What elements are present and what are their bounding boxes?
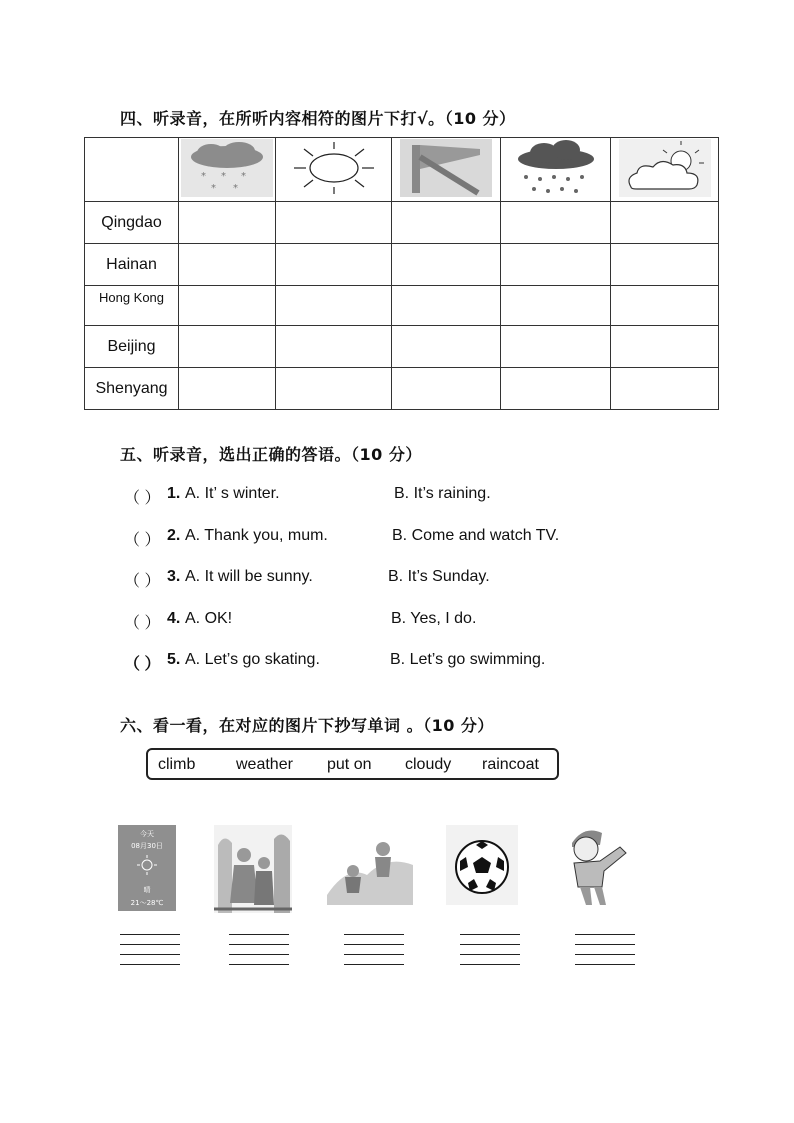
option-a: A. OK! xyxy=(185,610,233,627)
answer-cell[interactable] xyxy=(611,244,719,286)
calendar-condition: 晴 xyxy=(143,886,151,894)
answer-cell[interactable] xyxy=(501,244,611,286)
sun-icon xyxy=(276,138,392,202)
football-picture xyxy=(446,825,518,909)
city-label: Hainan xyxy=(85,244,179,286)
weather-calendar-picture xyxy=(118,825,176,911)
word-bank-item: cloudy xyxy=(405,756,452,773)
answer-lines[interactable] xyxy=(229,934,289,974)
answer-lines[interactable] xyxy=(575,934,635,974)
answer-cell[interactable] xyxy=(392,286,501,326)
section4-title xyxy=(120,106,516,129)
answer-cell[interactable] xyxy=(276,286,392,326)
word-bank-item: put on xyxy=(327,756,372,773)
answer-cell[interactable] xyxy=(179,202,276,244)
answer-cell[interactable] xyxy=(611,202,719,244)
calendar-temp: 21～28℃ xyxy=(130,899,164,907)
answer-cell[interactable] xyxy=(392,326,501,368)
option-b: B. Come and watch TV. xyxy=(392,527,560,544)
answer-cell[interactable] xyxy=(179,286,276,326)
question-number: 1. xyxy=(167,485,181,502)
svg-text:*: * xyxy=(221,170,226,182)
table-header-row xyxy=(85,138,719,202)
boy-putting-on-picture xyxy=(560,825,638,913)
answer-cell[interactable] xyxy=(611,368,719,410)
rain-cloud-icon xyxy=(501,138,611,202)
sun-icon xyxy=(118,855,176,877)
city-label: Qingdao xyxy=(85,202,179,244)
snow-cloud-icon xyxy=(179,138,276,202)
section4-score: （10 分） xyxy=(444,109,516,128)
answer-cell[interactable] xyxy=(501,202,611,244)
svg-text:*: * xyxy=(233,182,238,194)
city-label: Hong Kong xyxy=(85,286,179,326)
answer-lines[interactable] xyxy=(460,934,520,974)
answer-cell[interactable] xyxy=(276,368,392,410)
answer-lines[interactable] xyxy=(344,934,404,974)
table-row xyxy=(85,202,719,244)
weather-table xyxy=(84,137,719,410)
question-number: 3. xyxy=(167,568,181,585)
word-bank-item: raincoat xyxy=(482,756,539,773)
option-a: A. Let’s go skating. xyxy=(185,651,320,668)
option-a: A. It’ s winter. xyxy=(185,485,280,502)
answer-blank[interactable]: （ ） xyxy=(124,532,161,549)
city-label: Shenyang xyxy=(85,368,179,410)
climbing-picture xyxy=(327,825,413,909)
sun-behind-cloud-icon xyxy=(611,138,719,202)
section6-title-text: 六、看一看，在对应的图片下抄写单词 。 xyxy=(120,716,424,735)
option-b: B. It’s raining. xyxy=(394,485,491,502)
answer-cell[interactable] xyxy=(501,286,611,326)
svg-text:*: * xyxy=(201,170,206,182)
table-row xyxy=(85,326,719,368)
answer-blank[interactable]: （ ） xyxy=(124,490,161,507)
word-bank-item: weather xyxy=(236,756,293,773)
calendar-date: 08月30日 xyxy=(131,842,163,850)
table-row xyxy=(85,244,719,286)
table-row xyxy=(85,286,719,326)
answer-cell[interactable] xyxy=(276,244,392,286)
answer-cell[interactable] xyxy=(179,326,276,368)
question-number: 4. xyxy=(167,610,181,627)
raincoat-picture xyxy=(214,825,292,917)
answer-cell[interactable] xyxy=(392,244,501,286)
calendar-day: 今天 xyxy=(140,830,154,838)
answer-cell[interactable] xyxy=(392,202,501,244)
option-b: B. It’s Sunday. xyxy=(388,568,490,585)
section5-title xyxy=(120,442,422,465)
answer-blank[interactable]: （ ） xyxy=(124,615,161,632)
answer-cell[interactable] xyxy=(611,286,719,326)
wind-vane-icon xyxy=(392,138,501,202)
answer-cell[interactable] xyxy=(276,202,392,244)
answer-cell[interactable] xyxy=(179,368,276,410)
option-a: A. It will be sunny. xyxy=(185,568,313,585)
option-b: B. Let’s go swimming. xyxy=(390,651,546,668)
section4-title-text: 四、听录音，在所听内容相符的图片下打√。 xyxy=(120,109,445,128)
svg-text:*: * xyxy=(211,182,216,194)
answer-cell[interactable] xyxy=(501,368,611,410)
corner-cell xyxy=(85,138,179,202)
answer-cell[interactable] xyxy=(501,326,611,368)
answer-cell[interactable] xyxy=(611,326,719,368)
word-bank-item: climb xyxy=(158,756,196,773)
section6-score: （10 分） xyxy=(423,716,494,735)
answer-cell[interactable] xyxy=(392,368,501,410)
question-number: 5. xyxy=(167,651,181,668)
section5-score: （10 分） xyxy=(351,445,422,464)
svg-text:*: * xyxy=(241,170,246,182)
section6-title xyxy=(120,713,494,736)
answer-blank[interactable]: （ ） xyxy=(124,573,161,590)
answer-cell[interactable] xyxy=(179,244,276,286)
answer-cell[interactable] xyxy=(276,326,392,368)
word-bank xyxy=(146,748,559,780)
answer-blank[interactable]: （ ） xyxy=(124,656,161,673)
option-a: A. Thank you, mum. xyxy=(185,527,328,544)
table-row xyxy=(85,368,719,410)
answer-lines[interactable] xyxy=(120,934,180,974)
option-b: B. Yes, I do. xyxy=(391,610,477,627)
question-number: 2. xyxy=(167,527,181,544)
section5-title-text: 五、听录音，选出正确的答语。 xyxy=(120,445,352,464)
city-label: Beijing xyxy=(85,326,179,368)
